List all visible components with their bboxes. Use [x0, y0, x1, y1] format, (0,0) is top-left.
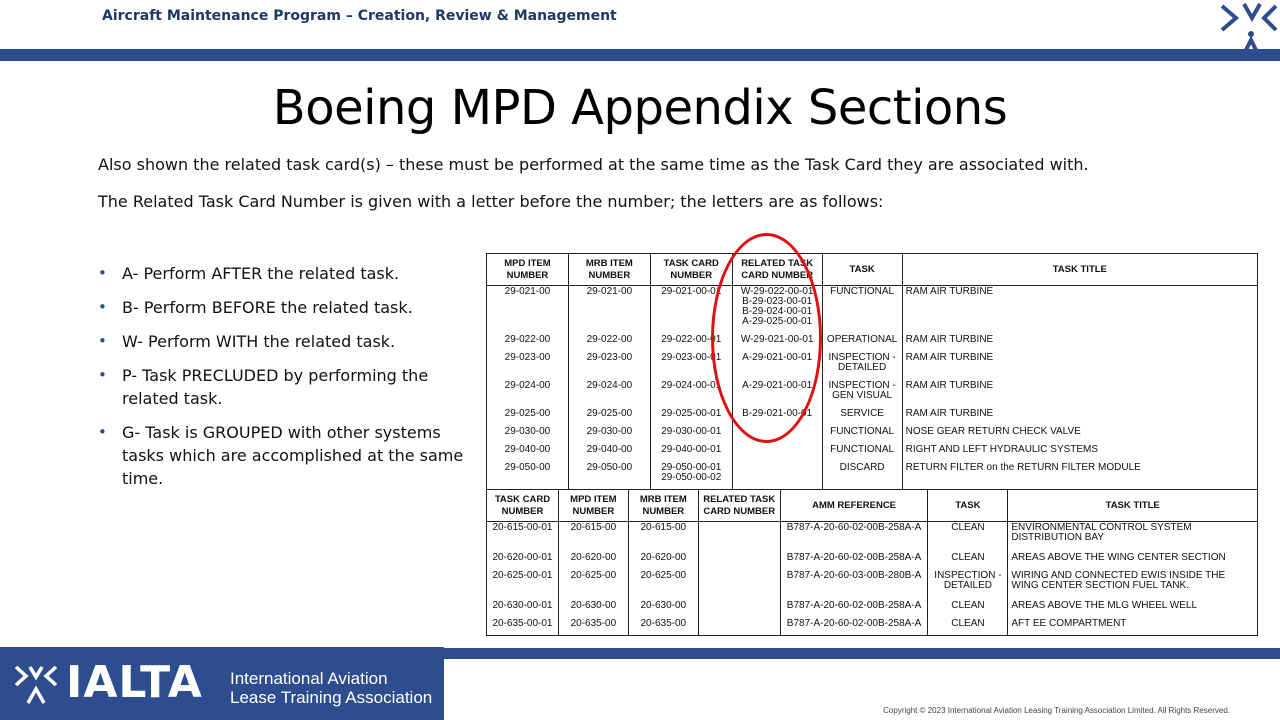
intro-text-2: The Related Task Card Number is given with a letter before the number; the letters are as follows:	[98, 192, 884, 211]
table-cell	[698, 618, 780, 636]
table-cell: AFT EE COMPARTMENT	[1008, 618, 1258, 636]
table-cell: 29-024-00-01	[650, 380, 732, 408]
table-cell: 29-023-00	[487, 352, 569, 380]
table-cell: RAM AIR TURBINE	[902, 334, 1257, 352]
table-cell: 29-023-00	[568, 352, 650, 380]
table-cell: A-29-021-00-01	[732, 380, 822, 408]
table-cell: INSPECTION - GEN VISUAL	[822, 380, 902, 408]
table-row	[487, 600, 1258, 618]
table-cell: B-29-021-00-01	[732, 408, 822, 426]
table-cell: 29-025-00	[568, 408, 650, 426]
table-cell: ENVIRONMENTAL CONTROL SYSTEM DISTRIBUTION BAY	[1008, 522, 1258, 552]
page-title: Boeing MPD Appendix Sections	[272, 80, 1008, 136]
table-cell	[698, 600, 780, 618]
table-row	[487, 286, 1258, 334]
table-cell: 20-615-00	[558, 522, 628, 552]
list-item: • W- Perform WITH the related task.	[98, 330, 486, 353]
table-cell: 29-030-00	[568, 426, 650, 444]
table-cell: B787-A-20-60-02-00B-258A-A	[780, 618, 928, 636]
table-row	[487, 426, 1258, 444]
list-item: • B- Perform BEFORE the related task.	[98, 296, 486, 319]
ialta-logo	[0, 647, 444, 720]
table-cell: RAM AIR TURBINE	[902, 352, 1257, 380]
table-cell: DISCARD	[822, 462, 902, 490]
table-cell: 29-022-00	[568, 334, 650, 352]
table-cell: 29-024-00	[568, 380, 650, 408]
table-cell: 20-630-00	[628, 600, 698, 618]
table-cell: 29-030-00	[487, 426, 569, 444]
table-cell: FUNCTIONAL	[822, 286, 902, 334]
column-header: TASK TITLE	[1008, 490, 1258, 522]
table-cell: W-29-021-00-01	[732, 334, 822, 352]
ialta-mark-icon	[14, 665, 58, 705]
table-row	[487, 380, 1258, 408]
logo-subtitle-line: Lease Training Association	[230, 688, 433, 707]
table-cell: 29-050-00	[568, 462, 650, 490]
letter-code-list	[98, 262, 486, 501]
table-cell: AREAS ABOVE THE MLG WHEEL WELL	[1008, 600, 1258, 618]
table-cell: 20-620-00-01	[487, 552, 559, 570]
table-cell: CLEAN	[928, 618, 1008, 636]
column-header: MPD ITEM NUMBER	[558, 490, 628, 522]
list-item: • G- Task is GROUPED with other systems tasks which are accomplished at the same time.	[98, 421, 486, 490]
table-row	[487, 444, 1258, 462]
list-item: • P- Task PRECLUDED by performing the related task.	[98, 364, 486, 410]
table-row	[487, 408, 1258, 426]
table-cell: 29-040-00	[568, 444, 650, 462]
table-cell: A-29-021-00-01	[732, 352, 822, 380]
footer-bar	[444, 648, 1280, 659]
table-cell: 29-050-00	[487, 462, 569, 490]
table-cell: 20-630-00	[558, 600, 628, 618]
table-row	[487, 352, 1258, 380]
table-cell: 29-025-00-01	[650, 408, 732, 426]
table-cell: 20-620-00	[628, 552, 698, 570]
table-cell: WIRING AND CONNECTED EWIS INSIDE THE WING CENTER SECTION FUEL TANK.	[1008, 570, 1258, 600]
table-cell: B787-A-20-60-03-00B-280B-A	[780, 570, 928, 600]
table-cell: INSPECTION - DETAILED	[822, 352, 902, 380]
table-cell: RAM AIR TURBINE	[902, 408, 1257, 426]
table-cell: FUNCTIONAL	[822, 426, 902, 444]
column-header: MRB ITEM NUMBER	[568, 254, 650, 286]
table-row	[487, 462, 1258, 490]
table-cell: RIGHT AND LEFT HYDRAULIC SYSTEMS	[902, 444, 1257, 462]
table-cell: RAM AIR TURBINE	[902, 380, 1257, 408]
table-cell: AREAS ABOVE THE WING CENTER SECTION	[1008, 552, 1258, 570]
table-cell: 29-024-00	[487, 380, 569, 408]
table-cell: 20-635-00	[628, 618, 698, 636]
table-cell	[732, 462, 822, 490]
table-header-row	[487, 490, 1258, 522]
table-cell: 29-050-00-01 29-050-00-02	[650, 462, 732, 490]
table-row	[487, 522, 1258, 552]
column-header: MPD ITEM NUMBER	[487, 254, 569, 286]
table-cell: INSPECTION - DETAILED	[928, 570, 1008, 600]
table-row	[487, 552, 1258, 570]
table-cell: 29-021-00	[487, 286, 569, 334]
logo-wordmark: IALTA	[66, 657, 203, 708]
related-column-highlight-circle	[711, 233, 822, 443]
table-cell: CLEAN	[928, 522, 1008, 552]
table-cell: 20-635-00-01	[487, 618, 559, 636]
table-cell: 20-625-00	[558, 570, 628, 600]
column-header: RELATED TASK CARD NUMBER	[698, 490, 780, 522]
table-cell: 20-615-00	[628, 522, 698, 552]
column-header: TASK	[928, 490, 1008, 522]
amm-task-table	[486, 489, 1258, 636]
table-cell: 20-630-00-01	[487, 600, 559, 618]
table-cell	[698, 552, 780, 570]
table-row	[487, 570, 1258, 600]
table-cell: RAM AIR TURBINE	[902, 286, 1257, 334]
table-cell: 29-021-00	[568, 286, 650, 334]
table-cell: CLEAN	[928, 552, 1008, 570]
table-cell	[732, 444, 822, 462]
table-cell: NOSE GEAR RETURN CHECK VALVE	[902, 426, 1257, 444]
table-header-row	[487, 254, 1258, 286]
table-cell: W-29-022-00-01 B-29-023-00-01 B-29-024-00-01 A-29-025-00-01	[732, 286, 822, 334]
table-row	[487, 334, 1258, 352]
table-cell: SERVICE	[822, 408, 902, 426]
table-cell: CLEAN	[928, 600, 1008, 618]
column-header: TASK	[822, 254, 902, 286]
table-cell: 29-025-00	[487, 408, 569, 426]
table-cell: 29-040-00-01	[650, 444, 732, 462]
column-header: MRB ITEM NUMBER	[628, 490, 698, 522]
table-cell: 20-620-00	[558, 552, 628, 570]
column-header: AMM REFERENCE	[780, 490, 928, 522]
table-cell: B787-A-20-60-02-00B-258A-A	[780, 600, 928, 618]
intro-text-1: Also shown the related task card(s) – these must be performed at the same time as the Task Card they are associated with.	[98, 155, 1089, 174]
table-cell	[698, 522, 780, 552]
logo-subtitle	[230, 669, 432, 707]
ialta-mark-icon	[1218, 0, 1280, 62]
table-cell	[698, 570, 780, 600]
column-header: RELATED TASK CARD NUMBER	[732, 254, 822, 286]
table-cell: 20-625-00	[628, 570, 698, 600]
header-title: Aircraft Maintenance Program – Creation, Review & Management	[102, 8, 617, 24]
table-cell: 29-021-00-01	[650, 286, 732, 334]
column-header: TASK TITLE	[902, 254, 1257, 286]
table-cell: 29-040-00	[487, 444, 569, 462]
table-cell: B787-A-20-60-02-00B-258A-A	[780, 522, 928, 552]
column-header: TASK CARD NUMBER	[650, 254, 732, 286]
table-cell: RETURN FILTER on the RETURN FILTER MODULE	[902, 462, 1257, 490]
table-row	[487, 618, 1258, 636]
table-cell: 29-022-00	[487, 334, 569, 352]
column-header: TASK CARD NUMBER	[487, 490, 559, 522]
table-cell: 29-023-00-01	[650, 352, 732, 380]
list-item: • A- Perform AFTER the related task.	[98, 262, 486, 285]
table-cell: 20-625-00-01	[487, 570, 559, 600]
table-cell: 29-030-00-01	[650, 426, 732, 444]
table-cell: 20-635-00	[558, 618, 628, 636]
table-cell: B787-A-20-60-02-00B-258A-A	[780, 552, 928, 570]
table-cell: OPERATIONAL	[822, 334, 902, 352]
mpd-task-table	[486, 253, 1258, 490]
table-cell: 20-615-00-01	[487, 522, 559, 552]
table-cell: FUNCTIONAL	[822, 444, 902, 462]
logo-subtitle-line: International Aviation	[230, 669, 388, 688]
table-cell: 29-022-00-01	[650, 334, 732, 352]
copyright-notice: Copyright © 2023 International Aviation Leasing Training Association Limited. All Rights Reserved.	[883, 706, 1230, 715]
header-bar	[0, 49, 1280, 61]
